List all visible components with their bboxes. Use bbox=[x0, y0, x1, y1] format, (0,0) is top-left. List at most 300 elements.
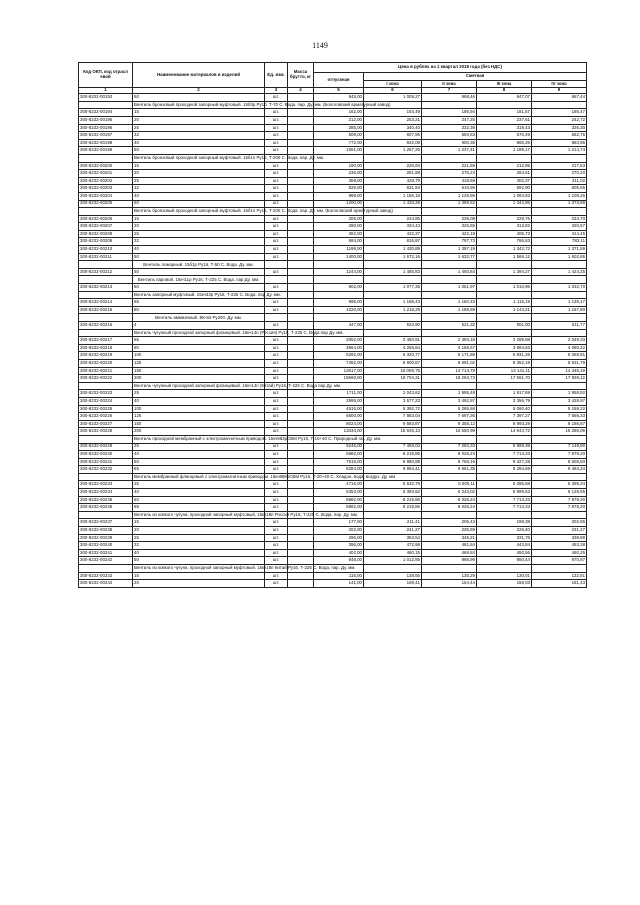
zone2-price-cell: 1 128,95 bbox=[422, 192, 477, 200]
zone1-price-cell: 2 450,91 bbox=[364, 337, 422, 345]
code-cell: 300-8232-00223 bbox=[79, 390, 133, 398]
zone4-price-cell: 1 373,88 bbox=[532, 200, 587, 208]
zone3-price-cell: 9 284,69 bbox=[477, 466, 532, 474]
size-cell: 50 bbox=[133, 94, 265, 102]
group-code-cell bbox=[79, 382, 133, 390]
group-row bbox=[79, 291, 587, 299]
zone4-price-cell: 8 608,50 bbox=[532, 458, 587, 466]
group-title: Вентиль запорный муфтовый. 15кч33р Ру16, Т-225 С. Вода. пар Ду. мм. bbox=[134, 291, 281, 297]
group-row bbox=[79, 435, 587, 443]
code-cell: 300-8232-00229 bbox=[79, 443, 133, 451]
zone4-price-cell: 7 879,20 bbox=[532, 496, 587, 504]
release-price-cell: 6882,00 bbox=[314, 504, 364, 512]
empty-cell bbox=[265, 261, 288, 269]
size-cell: 25 bbox=[133, 230, 265, 238]
unit-cell: шт. bbox=[265, 367, 288, 375]
group-row bbox=[79, 473, 587, 481]
zone2-price-cell: 616,95 bbox=[422, 185, 477, 193]
zone1-price-cell: 15 069,75 bbox=[364, 367, 422, 375]
code-cell: 300-8232-00241 bbox=[79, 549, 133, 557]
group-row bbox=[79, 208, 587, 216]
zone1-price-cell: 1 433,28 bbox=[364, 200, 422, 208]
release-price-cell: 6882,00 bbox=[314, 451, 364, 459]
unit-cell: шт. bbox=[265, 496, 288, 504]
empty-cell bbox=[477, 101, 532, 109]
code-cell: 300-8232-00212 bbox=[79, 268, 133, 276]
zone3-price-cell: 14 141,11 bbox=[477, 367, 532, 375]
size-cell: 15 bbox=[133, 572, 265, 580]
release-price-cell: 3564,00 bbox=[314, 344, 364, 352]
code-cell: 300-8232-00211 bbox=[79, 253, 133, 261]
mass-cell bbox=[288, 200, 314, 208]
zone2-price-cell: 4 156,57 bbox=[422, 344, 477, 352]
mass-cell bbox=[288, 527, 314, 535]
zone1-price-cell: 6 320,77 bbox=[364, 352, 422, 360]
table-row bbox=[79, 489, 587, 497]
zone3-price-cell: 950,44 bbox=[477, 557, 532, 565]
zone1-price-cell: 18 704,31 bbox=[364, 375, 422, 383]
table-row bbox=[79, 405, 587, 413]
col-header-zone: I зона bbox=[364, 80, 422, 88]
table-row bbox=[79, 458, 587, 466]
size-cell: 50 bbox=[133, 284, 265, 292]
zone4-price-cell: 15 266,09 bbox=[532, 428, 587, 436]
table-row bbox=[79, 367, 587, 375]
group-title: Вентиль из ковкого чугуна, проходной запорный муфтовый, 15кч18п Россия Ру16, Т-225 С. Вода, пар. Ду. мм. bbox=[134, 512, 359, 518]
zone4-price-cell: 9 186,67 bbox=[532, 420, 587, 428]
table-row bbox=[79, 527, 587, 535]
zone2-price-cell: 1 237,41 bbox=[422, 147, 477, 155]
size-cell: 20 bbox=[133, 527, 265, 535]
zone3-price-cell: 5 060,40 bbox=[477, 405, 532, 413]
zone2-price-cell: 1 632,77 bbox=[422, 253, 477, 261]
zone4-price-cell: 7 879,20 bbox=[532, 504, 587, 512]
size-cell: 40 bbox=[133, 192, 265, 200]
zone1-price-cell: 1 009,27 bbox=[364, 94, 422, 102]
code-cell: 300-8232-00232 bbox=[79, 466, 133, 474]
zone2-price-cell: 186,94 bbox=[422, 109, 477, 117]
unit-cell: шт. bbox=[265, 337, 288, 345]
zone1-price-cell: 7 459,03 bbox=[364, 443, 422, 451]
mass-cell bbox=[288, 367, 314, 375]
table-row bbox=[79, 147, 587, 155]
zone4-price-cell: 967,44 bbox=[532, 94, 587, 102]
zone3-price-cell: 181,57 bbox=[477, 109, 532, 117]
unit-cell: шт. bbox=[265, 489, 288, 497]
zone3-price-cell: 5 931,26 bbox=[477, 352, 532, 360]
code-cell: 300-8232-00239 bbox=[79, 534, 133, 542]
zone4-price-cell: 2 349,33 bbox=[532, 337, 587, 345]
zone1-price-cell: 353,54 bbox=[364, 534, 422, 542]
code-cell: 300-8232-00204 bbox=[79, 192, 133, 200]
code-cell: 300-8232-00200 bbox=[79, 162, 133, 170]
unit-cell: шт. bbox=[265, 253, 288, 261]
zone1-price-cell: 607,95 bbox=[364, 132, 422, 140]
table-row bbox=[79, 268, 587, 276]
mass-cell bbox=[288, 230, 314, 238]
zone1-price-cell: 5 632,79 bbox=[364, 481, 422, 489]
release-price-cell: 205,00 bbox=[314, 215, 364, 223]
empty-cell bbox=[532, 291, 587, 299]
unit-cell: шт. bbox=[265, 443, 288, 451]
group-code-cell bbox=[79, 314, 133, 322]
zone3-price-cell: 313,82 bbox=[477, 223, 532, 231]
zone2-price-cell: 7 283,33 bbox=[422, 443, 477, 451]
unit-cell: шт. bbox=[265, 116, 288, 124]
zone4-price-cell: 7 879,20 bbox=[532, 451, 587, 459]
table-row bbox=[79, 200, 587, 208]
code-cell: 300-8232-00228 bbox=[79, 428, 133, 436]
group-code-cell bbox=[79, 208, 133, 216]
release-price-cell: 6600,00 bbox=[314, 413, 364, 421]
mass-cell bbox=[288, 116, 314, 124]
code-cell: 300-8232-00226 bbox=[79, 413, 133, 421]
size-cell: 65 bbox=[133, 299, 265, 307]
empty-cell bbox=[477, 154, 532, 162]
code-cell: 300-8232-00221 bbox=[79, 367, 133, 375]
mass-cell bbox=[288, 185, 314, 193]
col-header-zone: IV зона bbox=[532, 80, 587, 88]
zone3-price-cell: 570,49 bbox=[477, 132, 532, 140]
empty-cell bbox=[477, 382, 532, 390]
code-cell: 300-8232-00205 bbox=[79, 200, 133, 208]
group-title: Вентиль аммиачный. ВК-84 Ру200. Ду. мм. bbox=[133, 314, 265, 322]
zone1-price-cell: 9 583,87 bbox=[364, 420, 422, 428]
page-number: 1149 bbox=[312, 41, 328, 50]
zone2-price-cell: 8 026,24 bbox=[422, 451, 477, 459]
unit-cell: шт. bbox=[265, 504, 288, 512]
release-price-cell: 529,00 bbox=[314, 185, 364, 193]
price-table bbox=[78, 62, 587, 588]
mass-cell bbox=[288, 139, 314, 147]
zone2-price-cell: 988,99 bbox=[422, 557, 477, 565]
release-price-cell: 236,00 bbox=[314, 170, 364, 178]
size-cell: 32 bbox=[133, 238, 265, 246]
size-cell: 125 bbox=[133, 413, 265, 421]
mass-cell bbox=[288, 580, 314, 588]
zone4-price-cell: 453,38 bbox=[532, 542, 587, 550]
zone3-price-cell: 1 394,27 bbox=[477, 268, 532, 276]
zone3-price-cell: 1 143,21 bbox=[477, 306, 532, 314]
mass-cell bbox=[288, 451, 314, 459]
code-cell: 300-8232-00240 bbox=[79, 542, 133, 550]
zone3-price-cell: 1 084,93 bbox=[477, 192, 532, 200]
zone1-price-cell: 241,27 bbox=[364, 527, 422, 535]
zone2-price-cell: 422,19 bbox=[422, 230, 477, 238]
table-row bbox=[79, 185, 587, 193]
empty-cell bbox=[314, 291, 364, 299]
empty-cell bbox=[288, 261, 314, 269]
unit-cell: шт. bbox=[265, 466, 288, 474]
zone3-price-cell: 5 999,63 bbox=[477, 489, 532, 497]
table-row bbox=[79, 192, 587, 200]
unit-cell: шт. bbox=[265, 109, 288, 117]
unit-cell: шт. bbox=[265, 284, 288, 292]
zone3-price-cell: 319,43 bbox=[477, 124, 532, 132]
release-price-cell: 116,00 bbox=[314, 572, 364, 580]
unit-cell: шт. bbox=[265, 139, 288, 147]
empty-cell bbox=[288, 276, 314, 284]
unit-cell: шт. bbox=[265, 177, 288, 185]
table-row bbox=[79, 504, 587, 512]
release-price-cell: 995,00 bbox=[314, 299, 364, 307]
zone1-price-cell: 6 393,62 bbox=[364, 489, 422, 497]
unit-cell: шт. bbox=[265, 132, 288, 140]
zone1-price-cell: 8 219,86 bbox=[364, 504, 422, 512]
unit-cell: шт. bbox=[265, 322, 288, 330]
zone1-price-cell: 1 267,26 bbox=[364, 147, 422, 155]
release-price-cell: 285,00 bbox=[314, 124, 364, 132]
release-price-cell: 8024,00 bbox=[314, 420, 364, 428]
empty-cell bbox=[477, 511, 532, 519]
group-code-cell bbox=[79, 101, 133, 109]
table-row bbox=[79, 344, 587, 352]
zone3-price-cell: 331,76 bbox=[477, 534, 532, 542]
size-cell: 40 bbox=[133, 549, 265, 557]
zone3-price-cell: 17 551,70 bbox=[477, 375, 532, 383]
empty-cell bbox=[364, 329, 422, 337]
table-row bbox=[79, 580, 587, 588]
col-number: 6 bbox=[364, 88, 422, 94]
zone2-price-cell: 9 358,12 bbox=[422, 420, 477, 428]
code-cell: 300-8232-00208 bbox=[79, 230, 133, 238]
code-cell: 300-8232-00203 bbox=[79, 185, 133, 193]
empty-cell bbox=[422, 154, 477, 162]
unit-cell: шт. bbox=[265, 397, 288, 405]
zone1-price-cell: 1 156,18 bbox=[364, 192, 422, 200]
zone1-price-cell: 1 012,85 bbox=[364, 557, 422, 565]
mass-cell bbox=[288, 428, 314, 436]
mass-cell bbox=[288, 413, 314, 421]
col-header-name: Наименование материалов и изделий bbox=[133, 63, 265, 88]
zone2-price-cell: 521,32 bbox=[422, 322, 477, 330]
group-title: Вентиль паровой. 15кч11р Ру16, Т-225 С. Вода. пар Ду. мм. bbox=[133, 276, 265, 284]
empty-cell bbox=[364, 276, 422, 284]
group-title: Вентиль из ковкого чугуна, проходной запорный муфтовый. 15кч18п Китай Ру16, Т-225 С. Вода, пар. Ду. мм. bbox=[134, 565, 356, 571]
zone3-price-cell: 212,95 bbox=[477, 162, 532, 170]
empty-cell bbox=[477, 473, 532, 481]
unit-cell: шт. bbox=[265, 352, 288, 360]
zone2-price-cell: 1 189,59 bbox=[422, 306, 477, 314]
release-price-cell: 12617,00 bbox=[314, 367, 364, 375]
table-row bbox=[79, 94, 587, 102]
empty-cell bbox=[477, 291, 532, 299]
group-code-cell bbox=[79, 473, 133, 481]
zone3-price-cell: 7 713,33 bbox=[477, 504, 532, 512]
mass-cell bbox=[288, 572, 314, 580]
size-cell: 125 bbox=[133, 359, 265, 367]
zone1-price-cell: 631,84 bbox=[364, 185, 422, 193]
zone2-price-cell: 1 397,19 bbox=[422, 246, 477, 254]
zone1-price-cell: 3 577,23 bbox=[364, 397, 422, 405]
zone1-price-cell: 428,79 bbox=[364, 177, 422, 185]
mass-cell bbox=[288, 443, 314, 451]
table-row bbox=[79, 542, 587, 550]
col-header-price-title: Цена в рублях на 1 квартал 2018 года (без НДС) bbox=[314, 63, 587, 73]
zone4-price-cell: 4 080,42 bbox=[532, 344, 587, 352]
mass-cell bbox=[288, 489, 314, 497]
table-row bbox=[79, 397, 587, 405]
release-price-cell: 2052,00 bbox=[314, 337, 364, 345]
size-cell: 40 bbox=[133, 451, 265, 459]
mass-cell bbox=[288, 397, 314, 405]
mass-cell bbox=[288, 322, 314, 330]
mass-cell bbox=[288, 519, 314, 527]
mass-cell bbox=[288, 466, 314, 474]
empty-cell bbox=[477, 435, 532, 443]
code-cell: 300-8232-00230 bbox=[79, 451, 133, 459]
zone2-price-cell: 1 051,97 bbox=[422, 284, 477, 292]
zone3-price-cell: 1 917,69 bbox=[477, 390, 532, 398]
unit-cell: шт. bbox=[265, 215, 288, 223]
unit-cell: шт. bbox=[265, 534, 288, 542]
zone3-price-cell: 158,03 bbox=[477, 580, 532, 588]
code-cell: 300-8232-00210 bbox=[79, 246, 133, 254]
zone1-price-cell: 922,08 bbox=[364, 139, 422, 147]
zone1-price-cell: 1 218,29 bbox=[364, 306, 422, 314]
zone2-price-cell: 1 995,48 bbox=[422, 390, 477, 398]
empty-cell bbox=[422, 276, 477, 284]
mass-cell bbox=[288, 147, 314, 155]
size-cell: 65 bbox=[133, 337, 265, 345]
empty-cell bbox=[422, 511, 477, 519]
empty-cell bbox=[532, 101, 587, 109]
code-cell: 300-8232-00216 bbox=[79, 322, 133, 330]
zone2-price-cell: 5 500,11 bbox=[422, 481, 477, 489]
mass-cell bbox=[288, 542, 314, 550]
empty-cell bbox=[532, 435, 587, 443]
release-price-cell: 8284,00 bbox=[314, 466, 364, 474]
zone2-price-cell: 275,24 bbox=[422, 170, 477, 178]
mass-cell bbox=[288, 268, 314, 276]
table-row bbox=[79, 246, 587, 254]
zone3-price-cell: 1 342,72 bbox=[477, 246, 532, 254]
release-price-cell: 162,00 bbox=[314, 109, 364, 117]
size-cell: 100 bbox=[133, 352, 265, 360]
table-row bbox=[79, 375, 587, 383]
zone2-price-cell: 326,55 bbox=[422, 223, 477, 231]
zone3-price-cell: 14 944,72 bbox=[477, 428, 532, 436]
release-price-cell: 7519,00 bbox=[314, 458, 364, 466]
zone2-price-cell: 247,25 bbox=[422, 116, 477, 124]
table-row bbox=[79, 132, 587, 140]
table-row bbox=[79, 519, 587, 527]
table-row bbox=[79, 557, 587, 565]
mass-cell bbox=[288, 109, 314, 117]
zone2-price-cell: 9 661,35 bbox=[422, 466, 477, 474]
zone3-price-cell: 7 397,27 bbox=[477, 413, 532, 421]
zone4-price-cell: 1 214,74 bbox=[532, 147, 587, 155]
group-title: Вентиль мембранный фланцевый с электромагнитным приводом. 15кч888рСВМ Ру16, Т-20+40 С. Хладон, вода, воздух. Ду. мм bbox=[134, 474, 396, 480]
code-cell: 300-8232-00225 bbox=[79, 405, 133, 413]
code-cell: 300-8232-00222 bbox=[79, 375, 133, 383]
size-cell: 32 bbox=[133, 185, 265, 193]
zone3-price-cell: 7 713,33 bbox=[477, 451, 532, 459]
release-price-cell: 402,00 bbox=[314, 549, 364, 557]
col-header-code: Код ОКП, код отрасл евой bbox=[79, 63, 133, 88]
group-code-cell bbox=[79, 291, 133, 299]
code-cell: 300-8232-00193 bbox=[79, 94, 133, 102]
code-cell: 300-8232-00244 bbox=[79, 580, 133, 588]
zone1-price-cell: 193,49 bbox=[364, 109, 422, 117]
zone4-price-cell: 185,47 bbox=[532, 109, 587, 117]
zone1-price-cell: 2 043,62 bbox=[364, 390, 422, 398]
table-body bbox=[79, 94, 587, 588]
zone3-price-cell: 8 427,28 bbox=[477, 458, 532, 466]
zone4-price-cell: 326,30 bbox=[532, 124, 587, 132]
table-row bbox=[79, 413, 587, 421]
mass-cell bbox=[288, 352, 314, 360]
empty-cell bbox=[288, 314, 314, 322]
zone4-price-cell: 511,77 bbox=[532, 322, 587, 330]
empty-cell bbox=[422, 291, 477, 299]
mass-cell bbox=[288, 420, 314, 428]
zone3-price-cell: 1 115,19 bbox=[477, 299, 532, 307]
empty-cell bbox=[364, 382, 422, 390]
zone2-price-cell: 797,73 bbox=[422, 238, 477, 246]
release-price-cell: 177,00 bbox=[314, 519, 364, 527]
size-cell: 50 bbox=[133, 200, 265, 208]
zone1-price-cell: 472,98 bbox=[364, 542, 422, 550]
zone2-price-cell: 239,08 bbox=[422, 215, 477, 223]
zone2-price-cell: 461,84 bbox=[422, 542, 477, 550]
zone3-price-cell: 8 352,19 bbox=[477, 359, 532, 367]
zone3-price-cell: 6 999,38 bbox=[477, 443, 532, 451]
size-cell: 4 bbox=[133, 322, 265, 330]
code-cell: 300-8232-00217 bbox=[79, 337, 133, 345]
zone4-price-cell: 883,86 bbox=[532, 139, 587, 147]
release-price-cell: 6882,00 bbox=[314, 496, 364, 504]
unit-cell: шт. bbox=[265, 238, 288, 246]
mass-cell bbox=[288, 504, 314, 512]
zone1-price-cell: 4 256,84 bbox=[364, 344, 422, 352]
code-cell: 300-8232-00224 bbox=[79, 397, 133, 405]
size-cell: 100 bbox=[133, 405, 265, 413]
size-cell: 40 bbox=[133, 139, 265, 147]
empty-cell bbox=[422, 208, 477, 216]
table-row bbox=[79, 299, 587, 307]
zone2-price-cell: 593,63 bbox=[422, 132, 477, 140]
release-price-cell: 447,00 bbox=[314, 322, 364, 330]
unit-cell: шт. bbox=[265, 246, 288, 254]
release-price-cell: 6245,00 bbox=[314, 443, 364, 451]
zone1-price-cell: 8 900,67 bbox=[364, 359, 422, 367]
size-cell: 32 bbox=[133, 132, 265, 140]
unit-cell: шт. bbox=[265, 147, 288, 155]
unit-cell: шт. bbox=[265, 405, 288, 413]
table-row bbox=[79, 534, 587, 542]
zone4-price-cell: 217,53 bbox=[532, 162, 587, 170]
table-row bbox=[79, 466, 587, 474]
release-price-cell: 7452,00 bbox=[314, 359, 364, 367]
zone1-price-cell: 1 188,43 bbox=[364, 299, 422, 307]
col-number: 3 bbox=[265, 88, 288, 94]
zone1-price-cell: 1 672,16 bbox=[364, 253, 422, 261]
table-row bbox=[79, 481, 587, 489]
size-cell: 40 bbox=[133, 489, 265, 497]
group-code-cell bbox=[79, 511, 133, 519]
code-cell: 300-8232-00235 bbox=[79, 496, 133, 504]
release-price-cell: 902,00 bbox=[314, 284, 364, 292]
zone2-price-cell: 345,21 bbox=[422, 534, 477, 542]
zone4-price-cell: 270,20 bbox=[532, 170, 587, 178]
size-cell: 25 bbox=[133, 390, 265, 398]
zone4-price-cell: 582,75 bbox=[532, 132, 587, 140]
mass-cell bbox=[288, 496, 314, 504]
mass-cell bbox=[288, 223, 314, 231]
empty-cell bbox=[532, 329, 587, 337]
release-price-cell: 212,00 bbox=[314, 116, 364, 124]
